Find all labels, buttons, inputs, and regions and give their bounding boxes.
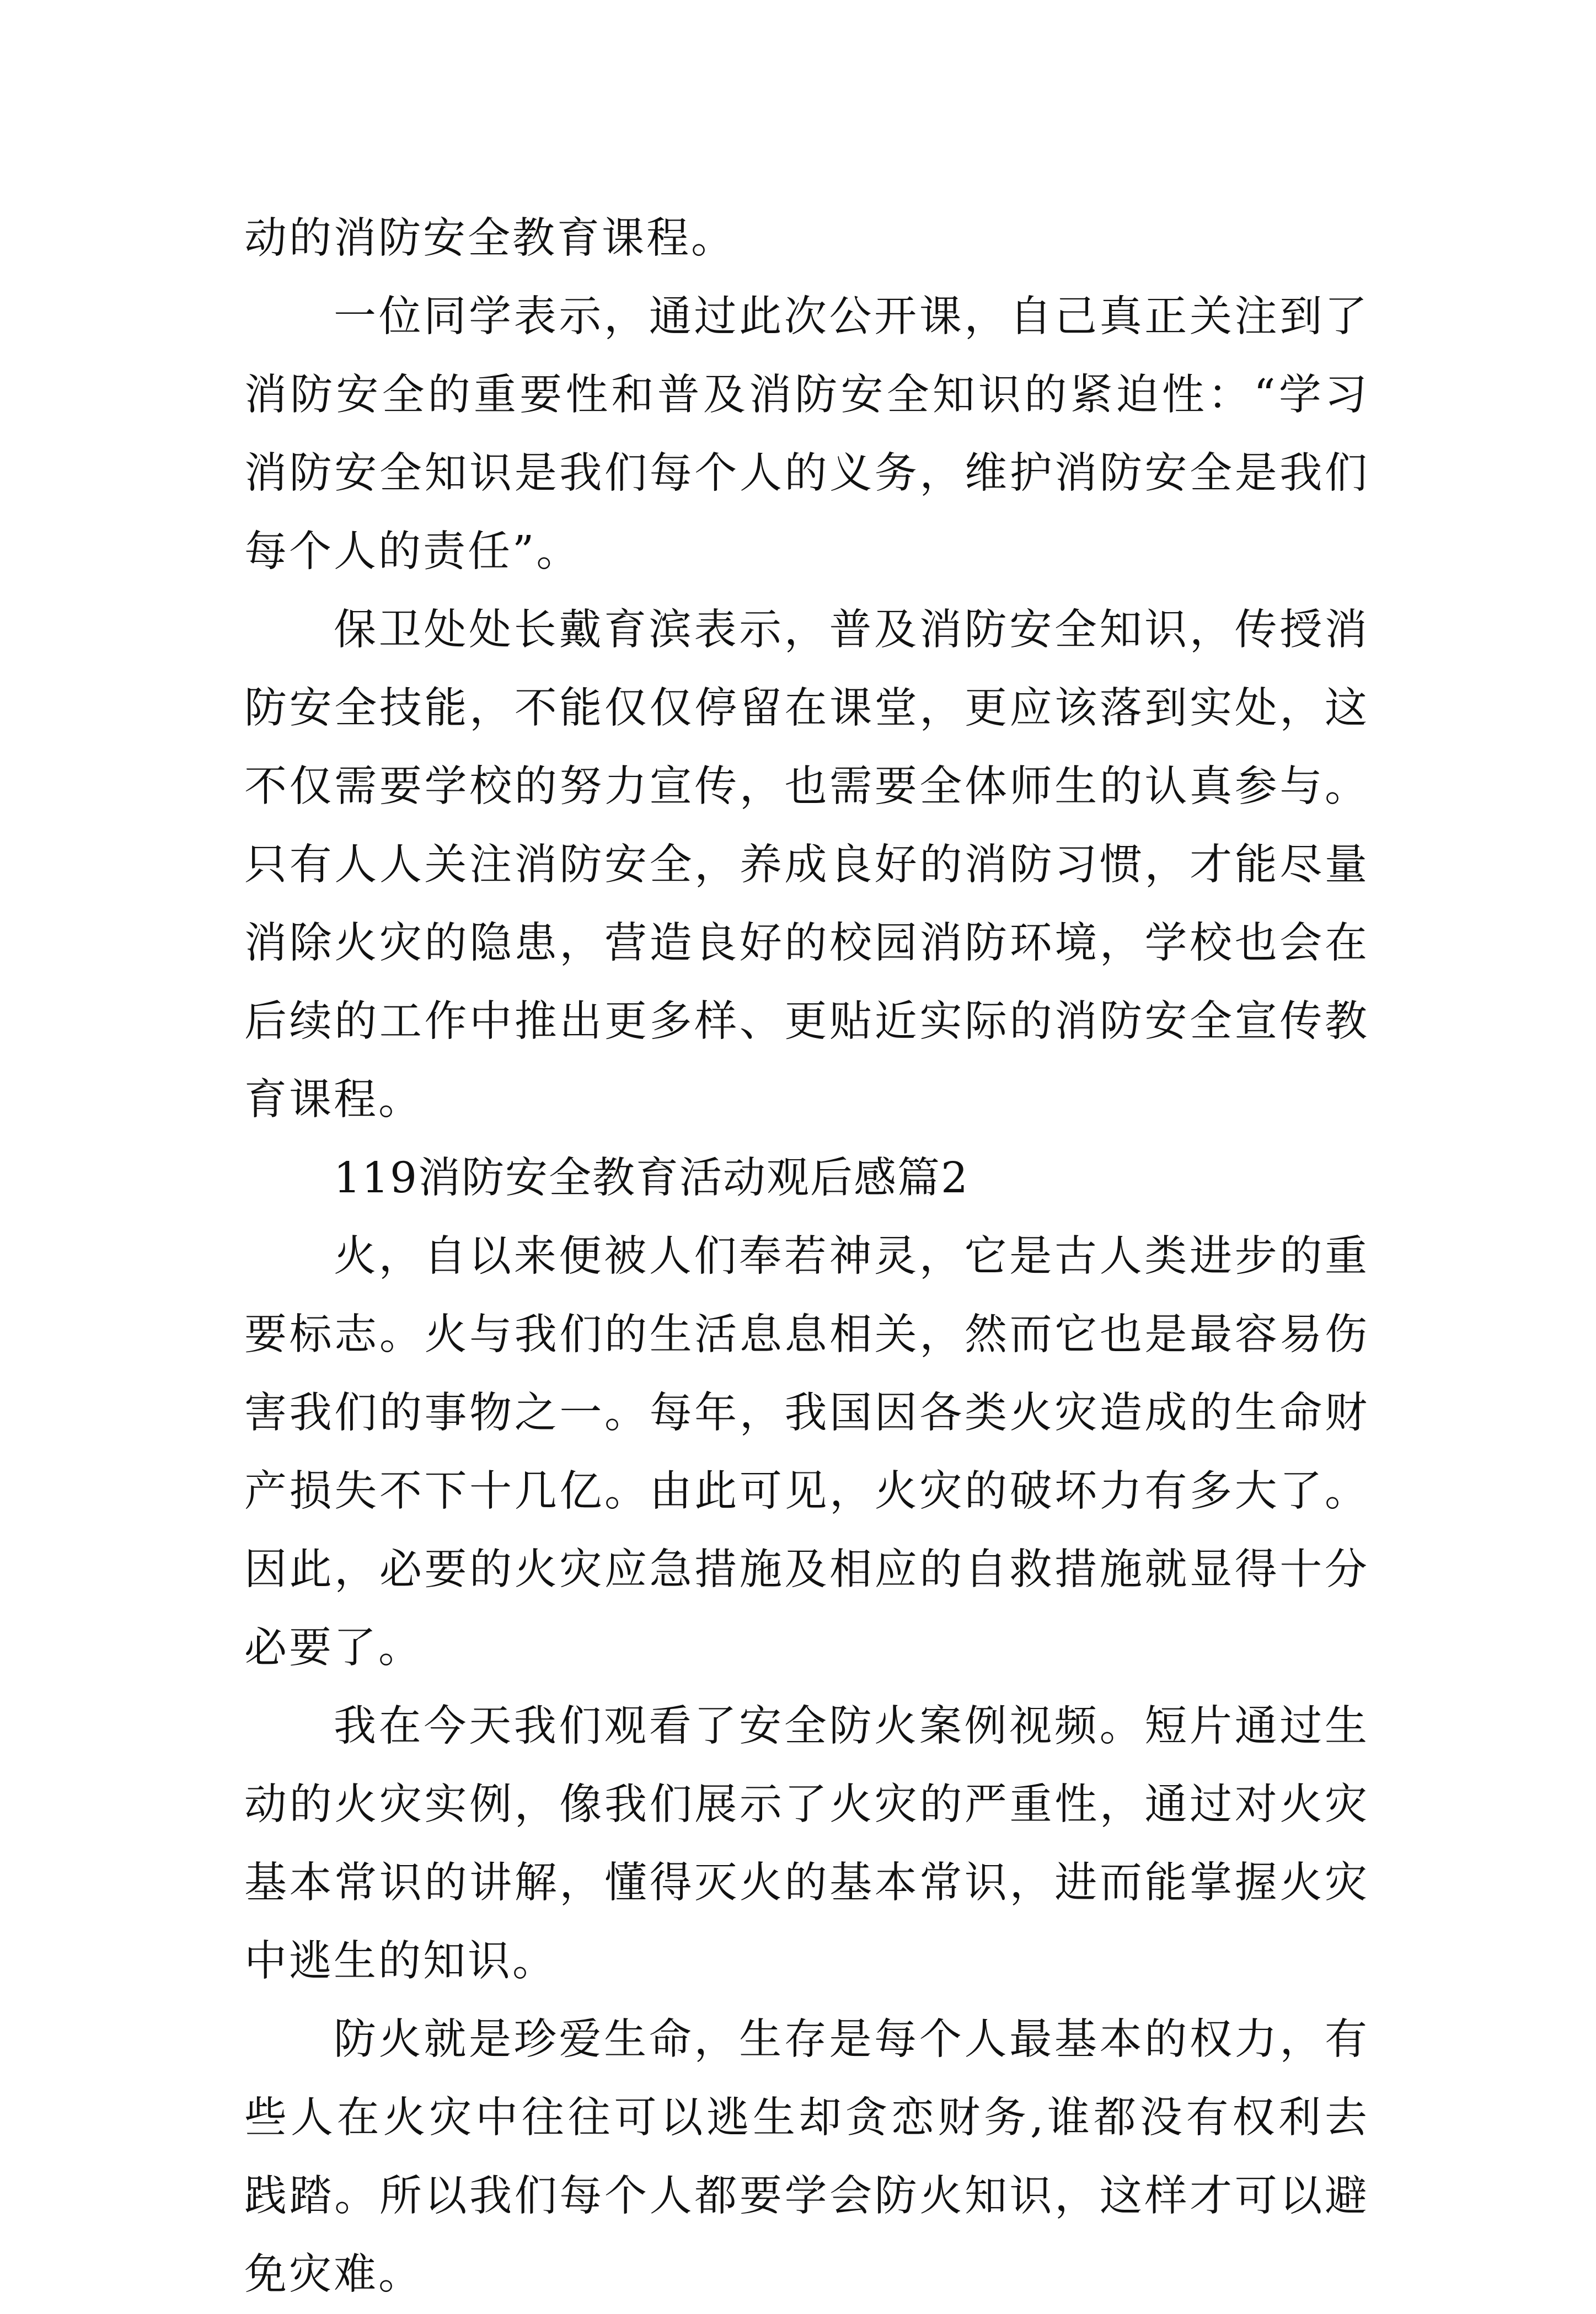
section-heading: 119消防安全教育活动观后感篇2 xyxy=(334,1154,969,1203)
document-body xyxy=(244,200,1369,2314)
paragraph-continuation: 动的消防安全教育课程。 xyxy=(244,214,736,263)
paragraph-fire-history: 火，自以来便被人们奉若神灵，它是古人类进步的重要标志。火与我们的生活息息相关，然而它也是最容易伤害我们的事物之一。每年，我国因各类火灾造成的生命财产损失不下十几亿。由此可见，火灾的破坏力有多大了。因此，必要的火灾应急措施及相应的自救措施就显得十分必要了。 xyxy=(244,1232,1369,1673)
paragraph-student-quote: 一位同学表示，通过此次公开课，自己真正关注到了消防安全的重要性和普及消防安全知识的紧迫性：“学习消防安全知识是我们每个人的义务，维护消防安全是我们每个人的责任”。 xyxy=(244,292,1369,576)
paragraph-video: 我在今天我们观看了安全防火案例视频。短片通过生动的火灾实例，像我们展示了火灾的严重性，通过对火灾基本常识的讲解，懂得灭火的基本常识，进而能掌握火灾中逃生的知识。 xyxy=(244,1702,1369,1986)
paragraph-security-chief: 保卫处处长戴育滨表示，普及消防安全知识，传授消防安全技能，不能仅仅停留在课堂，更应该落到实处，这不仅需要学校的努力宣传，也需要全体师生的认真参与。只有人人关注消防安全，养成良好的消防习惯，才能尽量消除火灾的隐患，营造良好的校园消防环境，学校也会在后续的工作中推出更多样、更贴近实际的消防安全宣传教育课程。 xyxy=(244,606,1369,1124)
paragraph-cherish-life: 防火就是珍爱生命，生存是每个人最基本的权力，有些人在火灾中往往可以逃生却贪恋财务,谁都没有权利去践踏。所以我们每个人都要学会防火知识，这样才可以避免灾难。 xyxy=(244,2015,1369,2299)
